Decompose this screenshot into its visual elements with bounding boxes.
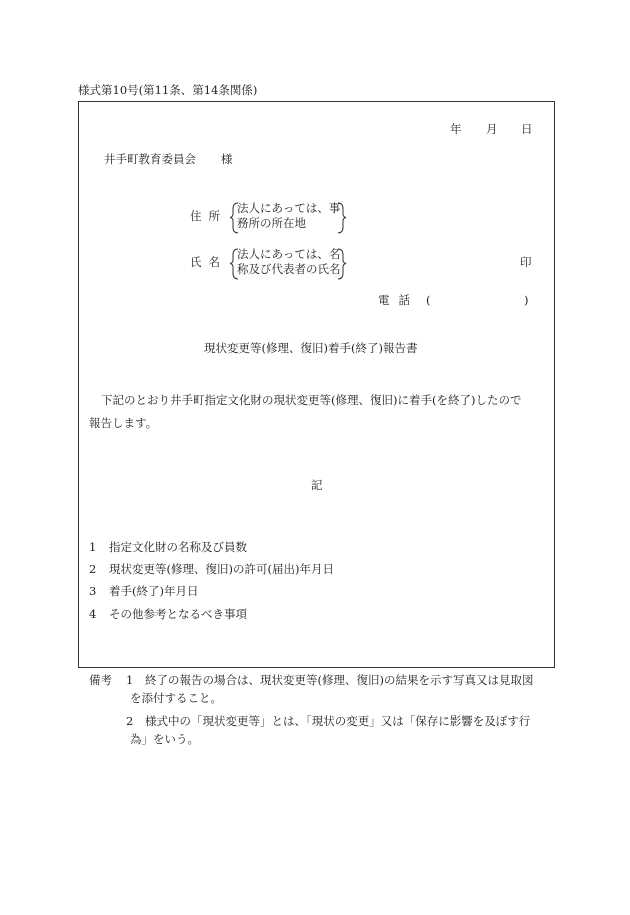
applicant-name-note: [230, 248, 348, 278]
phone-close-paren: ): [524, 293, 529, 307]
seal-label: 印: [520, 255, 532, 269]
list-item-number: 2: [89, 562, 97, 576]
remark-text-line1: 様式中の「現状変更等」とは、「現状の変更」又は「保存に影響を及ぼす行: [145, 714, 531, 728]
address-note-line1: 法人にあっては、事: [237, 201, 341, 215]
remark-text-line2: を添付すること。: [130, 691, 222, 705]
date-day-label: 日: [521, 122, 533, 136]
addressee-name: 井手町教育委員会: [104, 152, 196, 166]
list-item-text: 指定文化財の名称及び員数: [109, 540, 247, 554]
list-item-number: 1: [89, 540, 97, 554]
applicant-name-note-line2: 称及び代表者の氏名: [237, 262, 341, 276]
phone-label: 電話: [378, 293, 419, 307]
applicant-name-label: 氏名: [190, 255, 227, 269]
list-item-text: 着手(終了)年月日: [109, 584, 199, 598]
address-note-line2: 務所の所在地: [237, 216, 306, 230]
remark-text-line1: 終了の報告の場合は、現状変更等(修理、復旧)の結果を示す写真又は見取図: [145, 673, 534, 687]
list-item: [89, 563, 334, 577]
ki-label: 記: [311, 478, 323, 492]
list-item: [89, 541, 247, 555]
address-note: [230, 202, 348, 232]
list-item-text: その他参考となるべき事項: [109, 607, 247, 621]
remark-text-line2: 為」をいう。: [130, 732, 199, 746]
remark-number: 1: [126, 673, 134, 687]
phone-open-paren: (: [426, 293, 431, 307]
list-item: [89, 608, 247, 622]
remarks-label: 備考: [89, 673, 112, 687]
date-year-label: 年: [450, 122, 462, 136]
body-text-line1: 下記のとおり井手町指定文化財の現状変更等(修理、復旧)に着手(を終了)したので: [101, 393, 522, 407]
list-item-number: 3: [89, 584, 97, 598]
list-item-number: 4: [89, 607, 97, 621]
applicant-name-note-line1: 法人にあっては、名: [237, 247, 341, 261]
form-frame: [78, 101, 555, 668]
address-label: 住所: [190, 209, 227, 223]
list-item: [89, 585, 198, 599]
form-number: 様式第10号(第11条、第14条関係): [78, 83, 258, 97]
date-month-label: 月: [486, 122, 498, 136]
body-text-line2: 報告します。: [89, 416, 158, 430]
addressee-honorific: 様: [221, 152, 233, 166]
remark-number: 2: [126, 714, 134, 728]
report-title: 現状変更等(修理、復旧)着手(終了)報告書: [204, 341, 418, 355]
list-item-text: 現状変更等(修理、復旧)の許可(届出)年月日: [109, 562, 334, 576]
